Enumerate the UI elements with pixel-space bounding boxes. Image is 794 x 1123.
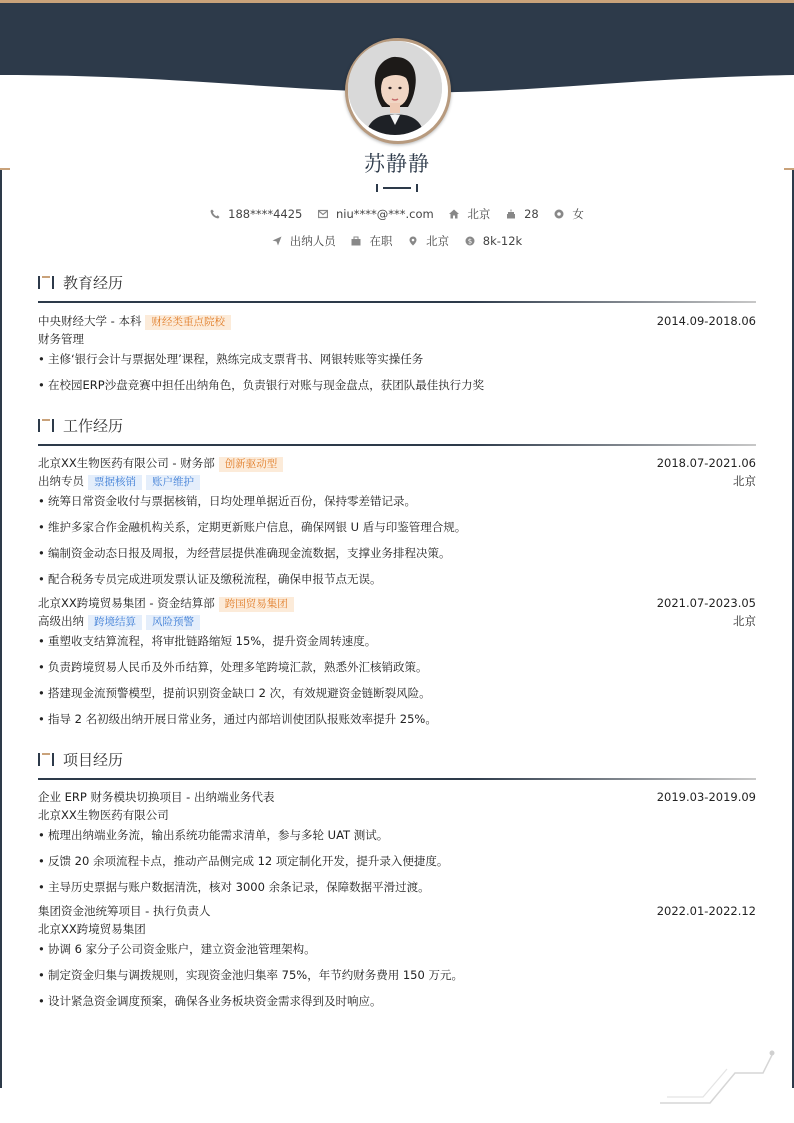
list-item <box>38 571 756 587</box>
list-item-text: 维护多家合作金融机构关系，定期更新账户信息，确保网银 U 盾与印鉴管理合规。 <box>48 520 467 534</box>
age-item <box>506 207 539 221</box>
email-item <box>318 207 434 221</box>
job-dates: 2021.07-2023.05 <box>656 596 756 610</box>
projects-section-title <box>38 749 123 770</box>
gender-text: 女 <box>572 207 584 221</box>
education-school-row <box>38 313 756 329</box>
list-item-text: 在校园ERP沙盘竞赛中担任出纳角色，负责银行对账与现金盘点，获团队最佳执行力奖 <box>48 378 485 392</box>
project-dates: 2022.01-2022.12 <box>656 904 756 918</box>
project-org-row <box>38 921 756 937</box>
work-section-title <box>38 415 123 436</box>
list-item-text: 统筹日常资金收付与票据核销，日均处理单据近百份，保持零差错记录。 <box>48 494 416 508</box>
project-name-row <box>38 789 756 805</box>
list-item-text: 协调 6 家分子公司资金账户，建立资金池管理架构。 <box>48 942 316 956</box>
list-item-text: 反馈 20 余项流程卡点，推动产品侧完成 12 项定制化开发，提升录入便捷度。 <box>48 854 449 868</box>
company-name: 北京XX生物医药有限公司 - 财务部 <box>38 456 215 470</box>
work-title-text: 工作经历 <box>63 417 124 435</box>
gender-item <box>554 206 584 222</box>
project-name: 企业 ERP 财务模块切换项目 - 出纳端业务代表 <box>38 790 275 804</box>
company-name: 北京XX跨境贸易集团 - 资金结算部 <box>38 596 215 610</box>
education-major-row <box>38 331 756 347</box>
location-item <box>449 206 490 222</box>
svg-text:$: $ <box>467 237 472 246</box>
skill-tag: 跨境结算 <box>88 615 142 630</box>
list-item <box>38 879 756 895</box>
phone-text: 188****4425 <box>228 207 303 221</box>
skill-tag: 账户维护 <box>146 475 200 490</box>
salary-item <box>465 234 522 248</box>
send-icon <box>272 236 282 246</box>
job-intention-row <box>0 233 794 249</box>
list-item <box>38 633 756 649</box>
portrait-image <box>348 41 442 135</box>
job-dates: 2018.07-2021.06 <box>656 456 756 470</box>
list-item-text: 主修‘银行会计与票据处理’课程，熟练完成支票背书、网银转账等实操任务 <box>48 352 424 366</box>
list-item <box>38 659 756 675</box>
contact-row <box>0 206 794 222</box>
location-text: 北京 <box>467 207 491 221</box>
work-divider <box>38 444 756 446</box>
phone-item <box>210 207 302 221</box>
list-item <box>38 941 756 957</box>
list-item <box>38 519 756 535</box>
mail-icon <box>318 209 328 219</box>
cake-icon <box>506 209 516 219</box>
list-item <box>38 377 756 393</box>
salary-text: 8k-12k <box>482 234 523 248</box>
map-pin-icon <box>408 236 418 246</box>
education-dates: 2014.09-2018.06 <box>656 314 756 328</box>
list-item <box>38 967 756 983</box>
skill-tag: 票据核销 <box>88 475 142 490</box>
project-org: 北京XX生物医药有限公司 <box>38 808 169 822</box>
job-role: 出纳专员 <box>38 474 84 488</box>
project-name: 集团资金池统筹项目 - 执行负责人 <box>38 904 211 918</box>
job-city: 北京 <box>733 474 756 488</box>
candidate-name: 苏静静 <box>364 152 430 176</box>
education-title-text: 教育经历 <box>63 274 124 292</box>
job-role-row <box>38 613 756 629</box>
skill-tag: 风险预警 <box>146 615 200 630</box>
major-text: 财务管理 <box>38 332 84 346</box>
list-item-text: 主导历史票据与账户数据清洗，核对 3000 余条记录，保障数据平滑过渡。 <box>48 880 430 894</box>
list-item-text: 配合税务专员完成进项发票认证及缴税流程，确保申报节点无误。 <box>48 572 382 586</box>
project-dates: 2019.03-2019.09 <box>656 790 756 804</box>
school-name: 中央财经大学 - 本科 <box>38 314 142 328</box>
status-item <box>351 233 392 249</box>
list-item-text: 搭建现金流预警模型，提前识别资金缺口 2 次，有效规避资金链断裂风险。 <box>48 686 431 700</box>
list-item <box>38 545 756 561</box>
job-role: 高级出纳 <box>38 614 84 628</box>
section-title-icon <box>38 753 56 766</box>
company-tag: 创新驱动型 <box>219 457 284 472</box>
list-item-text: 重塑收支结算流程，将审批链路缩短 15%，提升资金周转速度。 <box>48 634 377 648</box>
projects-divider <box>38 778 756 780</box>
position-item <box>272 233 336 249</box>
age-text: 28 <box>524 207 539 221</box>
list-item-text: 梳理出纳端业务流，输出系统功能需求清单，参与多轮 UAT 测试。 <box>48 828 389 842</box>
company-tag: 跨国贸易集团 <box>219 597 294 612</box>
briefcase-icon <box>351 236 361 246</box>
list-item <box>38 711 756 727</box>
home-icon <box>449 209 459 219</box>
city-text: 北京 <box>426 234 450 248</box>
list-item <box>38 827 756 843</box>
gender-icon <box>554 209 564 219</box>
list-item <box>38 853 756 869</box>
project-name-row <box>38 903 756 919</box>
list-item-text: 编制资金动态日报及周报，为经营层提供准确现金流数据，支撑业务排程决策。 <box>48 546 451 560</box>
school-tag: 财经类重点院校 <box>145 315 231 330</box>
left-border-line <box>0 168 12 1088</box>
list-item <box>38 351 756 367</box>
list-item <box>38 685 756 701</box>
name-divider <box>376 184 418 192</box>
list-item-text: 设计紧急资金调度预案，确保各业务板块资金需求得到及时响应。 <box>48 994 382 1008</box>
status-text: 在职 <box>369 234 393 248</box>
position-text: 出纳人员 <box>289 234 336 248</box>
list-item-text: 负责跨境贸易人民币及外币结算，处理多笔跨境汇款，熟悉外汇核销政策。 <box>48 660 428 674</box>
email-text: niu****@***.com <box>336 207 434 221</box>
city-item <box>408 233 449 249</box>
right-border-line <box>782 168 794 1088</box>
money-icon <box>465 236 475 246</box>
education-section-title <box>38 272 123 293</box>
list-item-text: 指导 2 名初级出纳开展日常业务，通过内部培训使团队报账效率提升 25%。 <box>48 712 437 726</box>
list-item-text: 制定资金归集与调拨规则，实现资金池归集率 75%，年节约财务费用 150 万元。 <box>48 968 463 982</box>
list-item <box>38 493 756 509</box>
education-divider <box>38 301 756 303</box>
corner-decoration <box>655 1045 780 1110</box>
avatar <box>348 41 442 135</box>
job-role-row <box>38 473 756 489</box>
avatar-frame <box>345 38 451 144</box>
project-org-row <box>38 807 756 823</box>
section-title-icon <box>38 419 56 432</box>
job-company-row <box>38 455 756 471</box>
project-org: 北京XX跨境贸易集团 <box>38 922 146 936</box>
list-item <box>38 993 756 1009</box>
job-city: 北京 <box>733 614 756 628</box>
job-company-row <box>38 595 756 611</box>
section-title-icon <box>38 276 56 289</box>
phone-icon <box>210 209 220 219</box>
projects-title-text: 项目经历 <box>63 751 124 769</box>
